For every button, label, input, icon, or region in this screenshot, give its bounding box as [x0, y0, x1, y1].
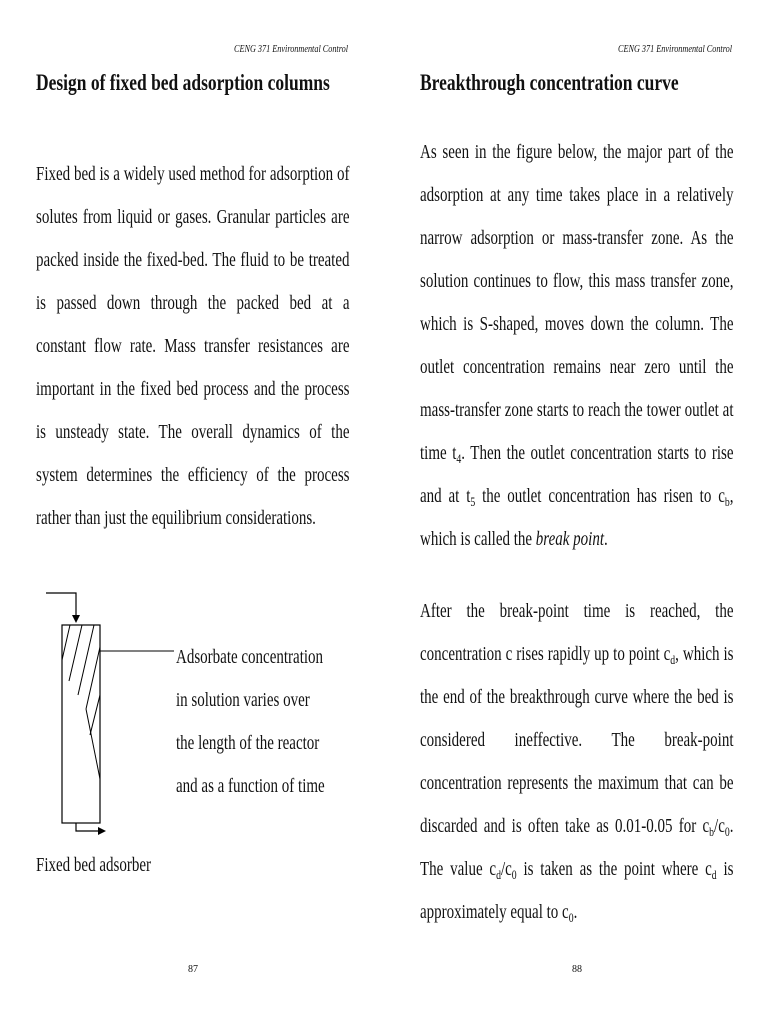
subscript: d	[670, 652, 676, 667]
text-run: . The value c	[420, 815, 734, 880]
subscript: b	[709, 824, 715, 839]
adsorber-column	[62, 625, 100, 823]
fixed-bed-adsorber-diagram	[36, 585, 176, 845]
text-run: the outlet concentration has risen to c	[475, 485, 725, 507]
text-run: As seen in the figure below, the major part of the adsorption at any time takes place in a relatively narrow adsorption or mass-transfer zone. As the solution continues to flow, this mass transfer zone, which is S-shaped, moves down the column. The outlet concentration remains near zero until the mass-transfer zone starts to reach the tower outlet at time t	[420, 141, 734, 464]
adsorber-label: Fixed bed adsorber	[36, 854, 151, 876]
text-run: After the break-point time is reached, the concentration c rises rapidly up to point c	[420, 600, 734, 665]
text-run: . Then the outlet concentration starts to rise and at t	[420, 442, 734, 507]
subscript: 4	[456, 451, 462, 466]
left-page-number: 87	[188, 964, 198, 975]
outlet-arrowhead	[98, 827, 106, 835]
text-run: is taken as the point where c	[516, 858, 712, 880]
text-run: /c	[714, 815, 725, 837]
right-page-title: Breakthrough concentration curve	[420, 70, 679, 95]
right-page-number: 88	[572, 964, 582, 975]
subscript: d	[496, 867, 501, 882]
text-run: .	[573, 901, 578, 923]
subscript: 5	[470, 494, 476, 509]
text-run: /c	[500, 858, 512, 880]
diagram-caption	[176, 636, 325, 808]
subscript: d	[711, 867, 717, 882]
right-page-paragraph-1	[420, 131, 734, 561]
caption-line: in solution varies over	[176, 689, 310, 711]
caption-line: and as a function of time	[176, 775, 325, 797]
text-run: , which is called the	[420, 485, 734, 550]
caption-line: the length of the reactor	[176, 732, 320, 754]
subscript: 0	[568, 910, 574, 925]
outlet-arrow	[76, 823, 100, 831]
subscript: b	[724, 494, 730, 509]
subscript: 0	[724, 824, 730, 839]
right-page-header: CENG 371 Environmental Control	[618, 44, 732, 55]
subscript: 0	[511, 867, 517, 882]
inlet-arrow	[46, 593, 76, 619]
text-run: , which is the end of the breakthrough curve where the bed is considered ineffective. The break-point concentration represents the maximum that can be discarded and is often take as 0.01-0.05 for c	[420, 643, 734, 837]
text-run: .	[603, 528, 608, 550]
caption-line: Adsorbate concentration	[176, 646, 324, 668]
left-page-title: Design of fixed bed adsorption columns	[36, 70, 330, 95]
right-page	[384, 0, 768, 1024]
right-page-paragraph-2	[420, 590, 734, 934]
break-point-term: break point	[535, 528, 604, 550]
inlet-arrowhead	[72, 615, 80, 623]
left-page-header: CENG 371 Environmental Control	[234, 44, 348, 55]
left-page-paragraph: Fixed bed is a widely used method for adsorption of solutes from liquid or gases. Granular particles are packed inside the fixed-bed. The fluid to be treated is passed down through the packed bed at a constant flow rate. Mass transfer resistances are important in the fixed bed process and the process is unsteady state. The overall dynamics of the system determines the efficiency of the process rather than just the equilibrium considerations.	[36, 163, 350, 529]
text-run: is approximately equal to c	[420, 858, 734, 923]
